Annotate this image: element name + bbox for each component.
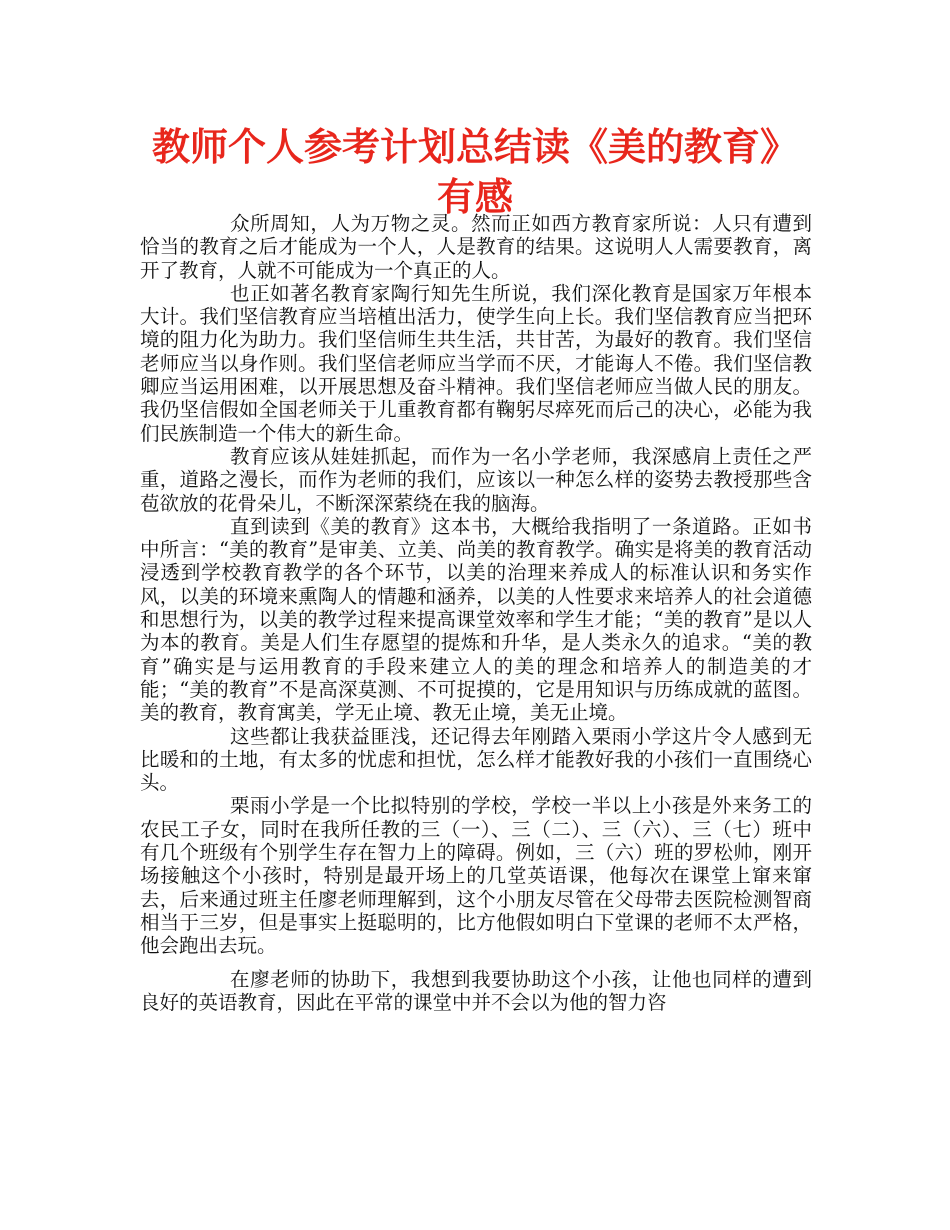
paragraph: 这些都让我获益匪浅，还记得去年刚踏入栗雨小学这片令人感到无比暖和的土地，有太多的忧虑和担忧，怎么样才能教好我的小孩们一直围绕心头。 bbox=[140, 724, 812, 795]
paragraph: 众所周知，人为万物之灵。然而正如西方教育家所说：人只有遭到恰当的教育之后才能成为一个人，人是教育的结果。这说明人人需要教育，离开了教育，人就不可能成为一个真正的人。 bbox=[140, 212, 812, 282]
document-body bbox=[140, 212, 812, 1014]
paragraph: 在廖老师的协助下，我想到我要协助这个小孩，让他也同样的遭到良好的英语教育，因此在平常的课堂中并不会以为他的智力咨 bbox=[140, 967, 812, 1014]
paragraph: 教育应该从娃娃抓起，而作为一名小学老师，我深感肩上责任之严重，道路之漫长，而作为老师的我们，应该以一种怎么样的姿势去教授那些含苞欲放的花骨朵儿，不断深深萦绕在我的脑海。 bbox=[140, 444, 812, 515]
paragraph: 也正如著名教育家陶行知先生所说，我们深化教育是国家万年根本大计。我们坚信教育应当培植出活力，使学生向上长。我们坚信教育应当把环境的阻力化为助力。我们坚信师生共生活，共甘苦，为最好的教育。我们坚信老师应当以身作则。我们坚信老师应当学而不厌，才能诲人不倦。我们坚信教卿应当运用困难，以开展思想及奋斗精神。我们坚信老师应当做人民的朋友。我仍坚信假如全国老师关于儿重教育都有鞠躬尽瘁死而后己的决心，必能为我们民族制造一个伟大的新生命。 bbox=[140, 281, 812, 445]
paragraph: 直到读到《美的教育》这本书，大概给我指明了一条道路。正如书中所言：“美的教育”是审美、立美、尚美的教育教学。确实是将美的教育活动浸透到学校教育教学的各个环节，以美的治理来养成人的标准认识和务实作风，以美的环境来熏陶人的情趣和涵养，以美的人性要求来培养人的社会道德和思想行为，以美的教学过程来提高课堂效率和学生才能；“美的教育”是以人为本的教育。美是人们生存愿望的提炼和升华，是人类永久的追求。“美的教育”确实是与运用教育的手段来建立人的美的理念和培养人的制造美的才能；“美的教育”不是高深莫测、不可捉摸的，它是用知识与历练成就的蓝图。美的教育，教育寓美，学无止境、教无止境，美无止境。 bbox=[140, 514, 812, 725]
paragraph: 栗雨小学是一个比拟特别的学校，学校一半以上小孩是外来务工的农民工子女，同时在我所任教的三（一）、三（二）、三（六）、三（七）班中有几个班级有个别学生存在智力上的障碍。例如，三（六）班的罗松帅，刚开场接触这个小孩时，特别是最开场上的几堂英语课，他每次在课堂上窜来窜去，后来通过班主任廖老师理解到，这个小朋友尽管在父母带去医院检测智商相当于三岁，但是事实上挺聪明的，比方他假如明白下堂课的老师不太严格，他会跑出去玩。 bbox=[140, 794, 812, 958]
document-title: 教师个人参考计划总结读《美的教育》有感 bbox=[151, 125, 798, 219]
